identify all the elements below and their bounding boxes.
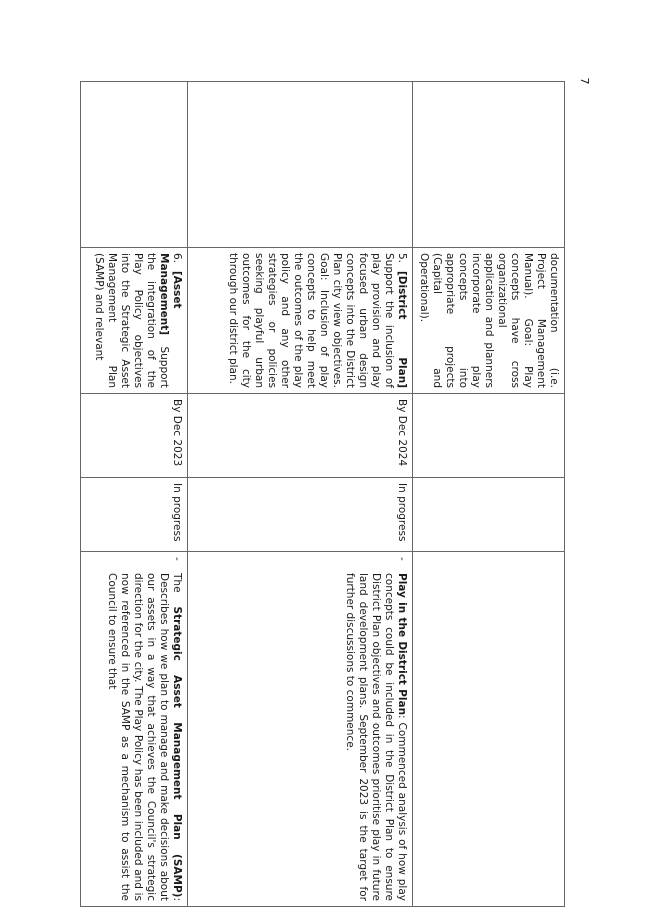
update-body	[343, 573, 408, 901]
status-cell	[188, 478, 413, 552]
row-category-cell	[413, 82, 565, 248]
row-category-cell	[81, 82, 188, 248]
status-cell	[413, 478, 565, 552]
table-row	[188, 82, 413, 907]
update-cell	[413, 552, 565, 907]
update-cell	[81, 552, 188, 907]
action-cell	[188, 248, 413, 394]
timeframe-cell	[81, 394, 188, 478]
action-cell	[413, 248, 565, 394]
row-category-cell	[188, 82, 413, 248]
update-text: : Describes how we plan to manage and make decisions about our assets in a way that achieves the Council's strategic direction for the city. The Play Policy has been included and is now referenced in the SAMP as a mechanism to assist the Council to ensure that	[106, 573, 183, 901]
action-text: Support the integration of the Play Policy objectives into the Strategic Asset Management Plan (SAMP) and relevant	[93, 253, 170, 388]
action-text: Support the inclusion of play provision and play focused urban design concepts into the District Plan city view objectives. Goal: Inclusion of play concepts to help meet the outcomes of the play policy and any other strategies or policies seeking playful urban outcomes for the city through our district plan.	[227, 253, 395, 388]
timeframe-cell	[413, 394, 565, 478]
timeframe-text: By Dec 2024	[396, 399, 408, 467]
progress-table	[80, 81, 565, 907]
update-heading: Play in the District Plan	[396, 573, 408, 716]
update-heading: Strategic Asset Management Plan (SAMP)	[171, 606, 183, 898]
update-text: : Commenced analysis of how play concepts could be included in the District Plan to ensure District Plan objectives and outcomes prioritise play in future land development plans. September 2023 is the target for further discussions to commence.	[344, 573, 408, 901]
table-row	[413, 82, 565, 907]
update-prefix: The	[171, 573, 183, 607]
timeframe-text: By Dec 2023	[171, 399, 183, 467]
bullet-dash: -	[396, 557, 408, 561]
update-cell	[188, 552, 413, 907]
status-text: In progress	[171, 483, 183, 542]
action-number: 6.	[171, 253, 183, 264]
action-cell	[81, 248, 188, 394]
page-number: 7	[578, 77, 591, 85]
action-tag: [District Plan]	[396, 271, 408, 388]
timeframe-cell	[188, 394, 413, 478]
status-text: In progress	[396, 483, 408, 542]
action-number: 5.	[396, 253, 408, 264]
update-bullet	[343, 557, 408, 901]
update-body	[105, 573, 183, 901]
action-tag: [Asset Management]	[158, 253, 183, 336]
bullet-dash: -	[171, 557, 183, 561]
rotated-table-wrapper	[80, 81, 565, 906]
update-bullet	[105, 557, 183, 901]
action-text: documentation (i.e. Project Management Manual). Goal: Play concepts have cross organizational application and planners incorporate play concepts into appropriate projects (Capital and Operational).	[418, 253, 560, 388]
table-row	[81, 82, 188, 907]
status-cell	[81, 478, 188, 552]
